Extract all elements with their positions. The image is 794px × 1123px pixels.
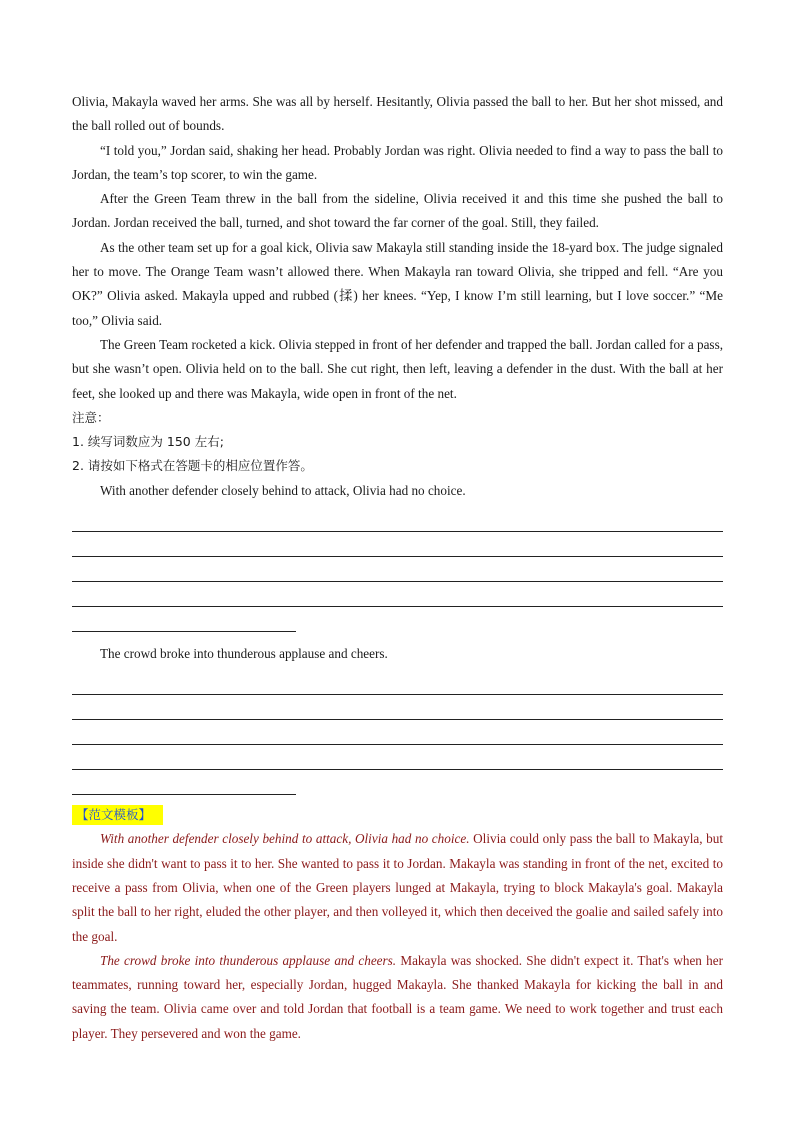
answer-line[interactable] [72, 582, 723, 607]
sample-paragraph-1 [72, 827, 723, 948]
answer-lines-second[interactable] [72, 670, 723, 795]
answer-line[interactable] [72, 720, 723, 745]
document-content [72, 90, 723, 1046]
answer-line[interactable] [72, 745, 723, 770]
story-paragraph: Olivia, Makayla waved her arms. She was all by herself. Hesitantly, Olivia passed the ball to her. But her shot missed, and the ball rolled out of bounds. [72, 94, 723, 134]
first-paragraph-prompt: With another defender closely behind to attack, Olivia had no choice. [100, 482, 466, 498]
answer-line-short[interactable] [72, 770, 296, 795]
sample-badge: 【范文模板】 [72, 805, 163, 825]
sample-badge-row [72, 803, 723, 827]
answer-line[interactable] [72, 532, 723, 557]
sample-body-1: Olivia could only pass the ball to Makayla, but inside she didn't want to pass it to her. She wanted to pass it to Jordan. Makayla was standing in front of the net, excited to receive a pass from Olivia, when one of the Green players lunged at Makayla, trying to block Makayla's goal. Makayla split the ball to her right, eluded the other player, and then volleyed it, which then deceived the goalie and sailed safely into the goal. [72, 831, 723, 944]
answer-line-short[interactable] [72, 607, 296, 632]
answer-lines-first[interactable] [72, 507, 723, 632]
sample-lead-2: The crowd broke into thunderous applause and cheers. [100, 952, 397, 968]
second-paragraph-prompt: The crowd broke into thunderous applause and cheers. [100, 646, 388, 662]
story-paragraph: As the other team set up for a goal kick, Olivia saw Makayla still standing inside the 18-yard box. The judge signaled her to move. The Orange Team wasn’t allowed there. When Makayla ran toward Olivia, she tripped and fell. “Are you OK?” Olivia asked. Makayla upped and rubbed (揉) her knees. “Yep, I know I’m still learning, but I love soccer.” “Me too,” Olivia said. [72, 239, 723, 328]
answer-line[interactable] [72, 507, 723, 532]
story-section [72, 90, 723, 406]
answer-line[interactable] [72, 695, 723, 720]
notes-heading: 注意： [72, 409, 110, 425]
sample-body-2: Makayla was shocked. She didn't expect it. That's when her teammates, running toward her, especially Jordan, hugged Makayla. She thanked Makayla for kicking the ball in and saving the team. Olivia came over and told Jordan that football is a team game. We need to work together and trust each player. They persevered and won the game. [72, 952, 723, 1041]
story-paragraph: After the Green Team threw in the ball from the sideline, Olivia received it and this time she pushed the ball to Jordan. Jordan received the ball, turned, and shot toward the far corner of the goal. Still, they failed. [72, 191, 723, 231]
story-paragraph: “I told you,” Jordan said, shaking her head. Probably Jordan was right. Olivia needed to find a way to pass the ball to Jordan, the team’s top scorer, to win the game. [72, 142, 723, 182]
sample-essay [72, 827, 723, 1046]
sample-lead-1: With another defender closely behind to attack, Olivia had no choice. [100, 831, 470, 847]
answer-line[interactable] [72, 557, 723, 582]
notes-section [72, 406, 723, 479]
note-item: 2. 请按如下格式在答题卡的相应位置作答。 [72, 458, 313, 474]
note-item: 1. 续写词数应为 150 左右; [72, 434, 224, 450]
answer-line[interactable] [72, 670, 723, 695]
sample-paragraph-2 [72, 949, 723, 1046]
story-paragraph: The Green Team rocketed a kick. Olivia stepped in front of her defender and trapped the ball. Jordan called for a pass, but she wasn’t open. Olivia held on to the ball. She cut right, then left, leaving a defender in the dust. With the ball at her feet, she looked up and there was Makayla, wide open in front of the net. [72, 336, 723, 401]
